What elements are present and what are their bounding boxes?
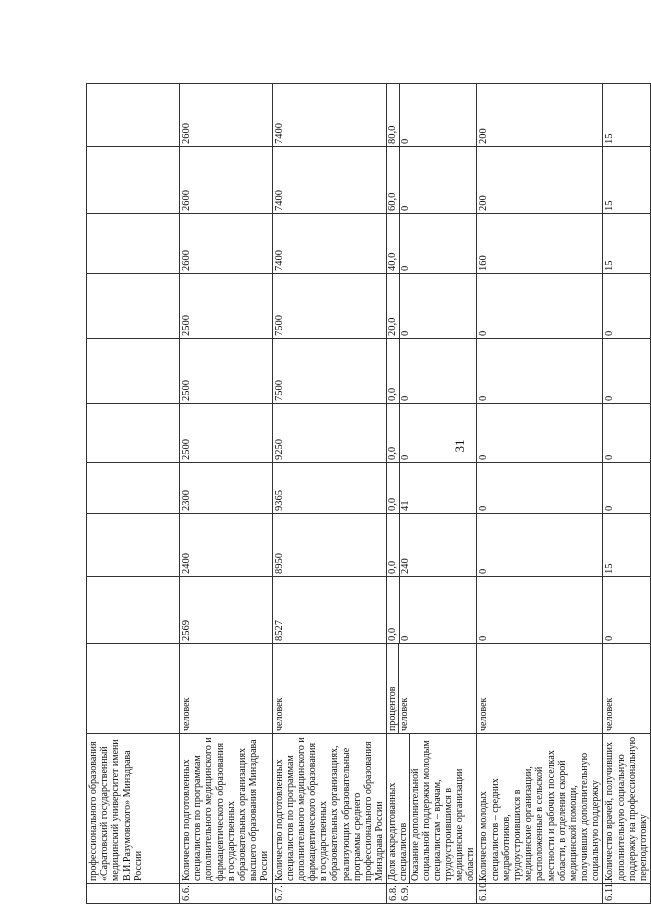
value-cell (387, 404, 477, 463)
value-cell: 15 (603, 514, 651, 577)
table-row (180, 84, 273, 904)
value-cell: 7500 (272, 274, 387, 339)
value-cell-upper: 0,0 (387, 404, 400, 462)
table-row (387, 84, 477, 904)
value-cell: 0 (603, 274, 651, 339)
value-cell (87, 274, 180, 339)
table-row (603, 84, 651, 904)
value-cell: 2500 (180, 339, 273, 404)
value-cell: 160 (477, 214, 603, 274)
value-cell-lower: 0 (399, 265, 411, 271)
value-cell (387, 214, 477, 274)
indicator-name (387, 734, 477, 884)
value-cell (387, 577, 477, 644)
indicator-table (86, 83, 651, 904)
value-cell (387, 339, 477, 404)
indicator-name: Количество подготовленных специалистов по программам дополнительного медицинского и фармацевтического образования в государственных образовательных организациях высшего образования Минздрава России (180, 734, 273, 884)
value-cell: 2600 (180, 84, 273, 147)
row-number: 6.10. (477, 884, 603, 904)
unit-of-measure (387, 644, 477, 734)
unit-of-measure: человек (477, 644, 603, 734)
value-cell-lower: 41 (399, 500, 411, 511)
value-cell-lower: 0 (399, 205, 411, 211)
value-cell: 2500 (180, 274, 273, 339)
value-cell (87, 577, 180, 644)
value-cell: 0 (477, 463, 603, 514)
unit-of-measure (87, 644, 180, 734)
value-cell: 0 (603, 404, 651, 463)
value-cell (87, 147, 180, 214)
value-cell: 15 (603, 214, 651, 274)
value-cell-lower: 0 (399, 395, 411, 401)
value-cell: 7500 (272, 339, 387, 404)
value-cell-lower: 0 (399, 330, 411, 336)
value-cell (87, 339, 180, 404)
value-cell (387, 274, 477, 339)
value-cell: 8950 (272, 514, 387, 577)
value-cell-upper: 0,0 (387, 463, 400, 513)
table-row (272, 84, 387, 904)
value-cell-upper: 0,0 (387, 514, 400, 576)
value-cell: 9250 (272, 404, 387, 463)
indicator-name: Количество врачей, получивших дополнительную социальную поддержку на профессиональную переподготовку (603, 734, 651, 884)
value-cell: 0 (603, 339, 651, 404)
value-cell: 2600 (180, 214, 273, 274)
value-cell-upper: 60,0 (387, 147, 400, 213)
row-number: 6.8. 6.9. (387, 884, 477, 904)
value-cell: 7400 (272, 84, 387, 147)
value-cell: 200 (477, 84, 603, 147)
value-cell: 8527 (272, 577, 387, 644)
value-cell: 2600 (180, 147, 273, 214)
value-cell: 7400 (272, 147, 387, 214)
value-cell-lower: 240 (399, 558, 411, 574)
value-cell: 0 (603, 463, 651, 514)
value-cell-upper: 80,0 (387, 84, 400, 146)
value-cell-lower: 0 (399, 635, 411, 641)
value-cell: 9365 (272, 463, 387, 514)
page-number: 31 (452, 439, 467, 453)
value-cell: 200 (477, 147, 603, 214)
value-cell (87, 514, 180, 577)
value-cell: 0 (477, 514, 603, 577)
value-cell-upper: 0,0 (387, 339, 400, 403)
indicator-name: профессионального образования «Саратовский государственный медицинский университет имени В.И.Разумовского» Минздрава России (87, 734, 180, 884)
value-cell: 0 (603, 577, 651, 644)
value-cell: 0 (477, 339, 603, 404)
value-cell: 2400 (180, 514, 273, 577)
rotated-page-content (86, 84, 649, 904)
value-cell-upper: 0,0 (387, 577, 400, 643)
value-cell: 0 (477, 274, 603, 339)
value-cell: 0 (477, 404, 603, 463)
value-cell (87, 463, 180, 514)
row-number: 6.7. (272, 884, 387, 904)
value-cell: 15 (603, 147, 651, 214)
table-row (87, 84, 180, 904)
unit-of-measure-upper: процентов (387, 644, 399, 733)
unit-of-measure: человек (603, 644, 651, 734)
value-cell: 7400 (272, 214, 387, 274)
row-number: 6.6. (180, 884, 273, 904)
value-cell (87, 214, 180, 274)
indicator-name: Количество молодых специалистов – средних медработников, трудоустроившихся в медицинские организации, расположенные в сельской местности и рабочих поселках области, в отделения скорой медицинской помощи, получивших дополнительную социальную поддержку (477, 734, 603, 884)
indicator-name-lower: Оказание дополнительной социальной поддержки молодым специалистам – врачам, трудоустроившимся в медицинские организации области (410, 740, 477, 881)
indicator-name-upper: Доля аккредитованных специалистов (387, 734, 410, 883)
value-cell (387, 463, 477, 514)
value-cell-upper: 40,0 (387, 214, 400, 273)
value-cell-upper: 20,0 (387, 274, 400, 338)
unit-of-measure-lower: человек (399, 697, 411, 731)
table-row (477, 84, 603, 904)
value-cell (87, 84, 180, 147)
value-cell-lower: 0 (399, 454, 411, 460)
value-cell: 0 (477, 577, 603, 644)
value-cell (87, 404, 180, 463)
value-cell (387, 147, 477, 214)
row-number: 6.11. (603, 884, 651, 904)
unit-of-measure: человек (272, 644, 387, 734)
value-cell (387, 84, 477, 147)
value-cell: 2300 (180, 463, 273, 514)
value-cell: 2569 (180, 577, 273, 644)
value-cell: 2500 (180, 404, 273, 463)
value-cell (387, 514, 477, 577)
value-cell-lower: 0 (399, 138, 411, 144)
row-number (87, 884, 180, 904)
value-cell: 15 (603, 84, 651, 147)
indicator-name: Количество подготовленных специалистов по программам дополнительного медицинского и фармацевтического образования в государственных образовательных организациях, реализующих образовательные программы среднего профессионального образования Минздрава России (272, 734, 387, 884)
unit-of-measure: человек (180, 644, 273, 734)
